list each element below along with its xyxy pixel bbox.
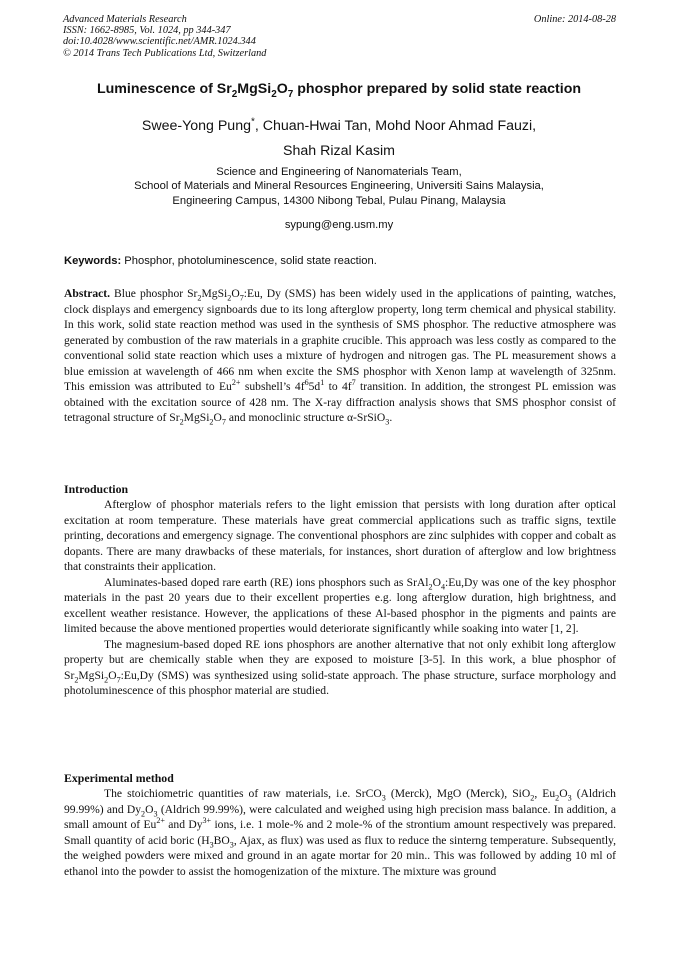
section-heading-introduction: Introduction bbox=[64, 482, 129, 496]
abstract: Abstract. Blue phosphor $Sr_2MgSi_2O_7:Eu$, Dy (SMS) has been widely used in the applications of painting, watches, clock displays and emergency signboards due to its long afterglow property, long term chemical and physical stability. In this work, solid state reaction method was used in the synthesis of SMS phosphor. The reductive atmosphere was generated by combustion of the raw materials in a graphite crucible. This approach was less costly as compared to the conventional solid state reaction which uses a mixture of hydrogen and nitrogen gas. The PL measurement shows a blue emission at wavelength of 466 nm when excite the SMS phosphor with Xenon lamp at wavelength of 325nm. This emission was attributed to $Eu^{2+}$ subshell’s $4f^65d^1$ to $4f^7$ transition. In addition, the strongest PL emission was obtained with the excitation source of 428 nm. The X-ray diffraction analysis shows that SMS phosphor consist of tetragonal structure of $Sr_2MgSi_2O_7$ and monoclinic structure α-SrSiO$_3$. bbox=[64, 287, 617, 427]
online-date: Online: 2014-08-28 bbox=[533, 14, 616, 25]
copyright-line: © 2014 Trans Tech Publications Ltd, Switzerland bbox=[63, 47, 267, 59]
abstract-label: Abstract. bbox=[64, 287, 111, 300]
experimental-section bbox=[64, 786, 616, 879]
doi-line: doi:10.4028/www.scientific.net/AMR.1024.344 bbox=[63, 36, 256, 48]
issn-line: ISSN: 1662-8985, Vol. 1024, pp 344-347 bbox=[63, 25, 231, 37]
keywords: Keywords: Phosphor, photoluminescence, solid state reaction. bbox=[64, 255, 377, 267]
introduction-section bbox=[64, 497, 616, 699]
affiliation: Science and Engineering of Nanomaterials Team, School of Materials and Mineral Resources Engineering, Universiti Sains Malaysia, Engineering Campus, 14300 Nibong Tebal, Pulau Pinang, Malaysia bbox=[134, 166, 544, 207]
paragraph: The stoichiometric quantities of raw materials, i.e. SrCO$_3$ (Merck), MgO (Merck), SiO$_2$, $Eu_2O_3$ (Aldrich 99.99%) and $Dy_2O_3$ (Aldrich 99.99%), were calculated and weighed using high precision mass balance. In addition, a small amount of $Eu^{2+}$ and $Dy^{3+}$ ions, i.e. 1 mole-% and 2 mole-% of the strontium amount respectively was prepared. Small quantity of acid boric ($H_3BO_3$, Ajax, as flux) was used as flux to reduce the sinterng temperature. Subsequently, the weighed powders were mixed and ground in an agate mortar for 20 min.. This was followed by adding 10 ml of ethanol into the powder to assist the homogenization of the mixture. The mixture was ground bbox=[64, 787, 616, 878]
paragraph: The magnesium-based doped RE ions phosphors are another alternative that not only exhibit long afterglow property but are chemically stable when they are exposed to moisture [3-5]. In this work, a blue phosphor of $Sr_2MgSi_2O_7:Eu,Dy$ (SMS) was synthesized using solid-state approach. The phase structure, surface morphology and photoluminescence of this phosphor material are studied. bbox=[64, 637, 616, 697]
author-name: Shah Rizal Kasim bbox=[283, 143, 395, 159]
paper-title: Luminescence of $Sr_2MgSi_2O_7$ phosphor prepared by solid state reaction bbox=[96, 81, 582, 100]
author-list: Swee-Yong Pung*, Chuan-Hwai Tan, Mohd Noor Ahmad Fauzi, Shah Rizal Kasim bbox=[40, 114, 638, 164]
keywords-label: Keywords: bbox=[64, 255, 122, 267]
journal-name: Advanced Materials Research bbox=[63, 14, 187, 25]
email-address[interactable]: sypung@eng.usm.my bbox=[284, 219, 394, 231]
corresponding-mark: * bbox=[250, 116, 255, 128]
paragraph: Aluminates-based doped rare earth (RE) ions phosphors such as $SrAl_2O_4:Eu,Dy$ was one of the key phosphor materials in the past 20 years due to their excellent properties e.g. long afterglow duration, high brightness, and excellent weather resistance. However, the applications of these Al-based phosphor in the pigments and paints are limited because the above mentioned properties would deteriorate significantly while soaking into water [1, 2]. bbox=[64, 575, 616, 635]
author-name: Swee-Yong Pung bbox=[141, 118, 251, 134]
paragraph: Afterglow of phosphor materials refers to the light emission that persists with long duration after optical excitation at room temperature. These materials have great commercial applications such as traffic signs, textile printing, decorations and emergency signage. The conventional phosphors are zinc sulphides with copper and cobalt as dopants. There are many drawbacks of these materials, for instances, short duration of afterglow and low brightness that constraints their application. bbox=[64, 498, 616, 573]
section-heading-experimental: Experimental method bbox=[64, 771, 174, 785]
journal-header bbox=[63, 14, 616, 59]
